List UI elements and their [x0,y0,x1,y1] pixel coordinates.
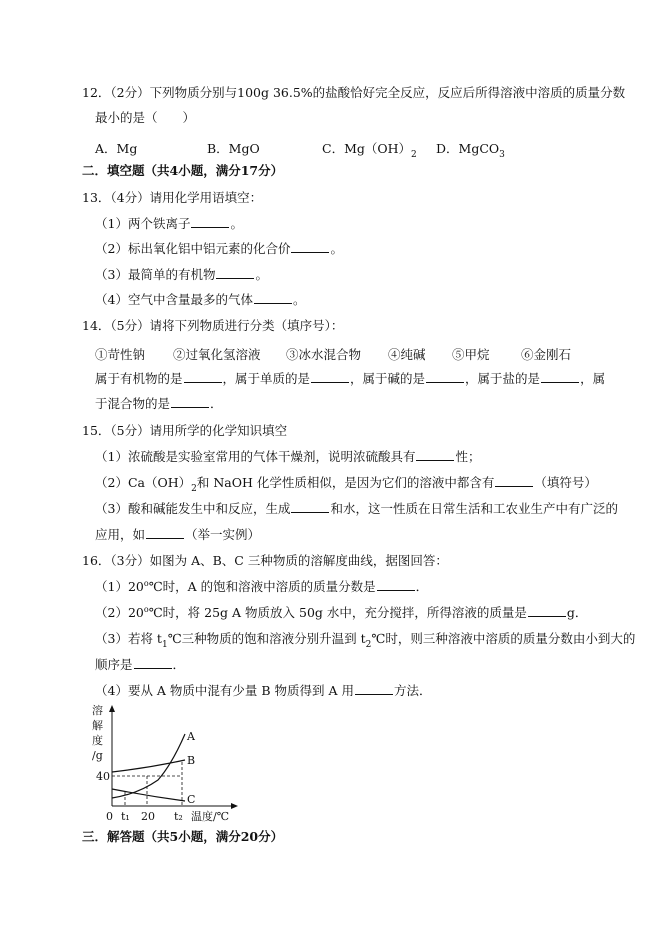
q13-blank4[interactable] [254,292,292,304]
solubility-chart [88,702,248,827]
q16-item3-text-b: ℃三种物质的饱和溶液分别升温到 t [167,631,366,646]
q12-option-b[interactable]: B．MgO [207,141,260,156]
q16-item2-end: g． [566,605,588,620]
q12-option-c-text: C．Mg（OH） [322,141,412,156]
q15-item3-text-c: 应用，如 [95,527,146,542]
q15-item2-text-a: （2）Ca（OH） [95,475,192,490]
q14-tail: ，属 [580,371,606,386]
q16-blank2[interactable] [528,605,566,617]
q16-item3-text-c: ℃时，则三种溶液中溶质的质量分数由小到大的 [371,631,636,646]
q15-blank3[interactable] [291,501,329,513]
chart-ytick-40: 40 [96,770,110,783]
q14-line2-end: ． [210,396,223,411]
q13-item1 [95,216,243,232]
q13-item3-end: 。 [255,267,268,282]
q12-line1 [82,85,625,101]
q15-item2-text-c: （填符号） [534,475,597,490]
q16-item2-text-a: （2）20 [95,605,144,620]
q16-item2 [95,605,587,623]
q16-blank1[interactable] [377,579,415,591]
q16-score: （3分） [110,553,150,568]
q14-mixture-label: 于混合物的是 [95,396,171,411]
q14-element-label: ，属于单质的是 [222,371,311,386]
q15-blank1[interactable] [416,449,454,461]
q12-option-c-sub: 2 [411,150,417,160]
q14-material-4: ④纯碱 [388,347,426,362]
chart-legend-a: A [187,730,195,743]
q15-item1 [95,449,480,465]
q15-score: （5分） [110,423,150,438]
q13-item2-text: （2）标出氧化铝中铝元素的化合价 [95,241,291,256]
chart-legend-c: C [187,793,196,806]
q13-blank2[interactable] [291,241,329,253]
q12-stem-a: 下列物质分别与 [149,85,238,100]
q15-blank4[interactable] [146,527,184,539]
q15-blank2[interactable] [495,475,533,487]
q12-stem-b: 100g 36.5% [237,85,313,100]
q16-item4-text-b: 方法． [394,683,432,698]
q16-item3-end: ． [172,657,186,672]
chart-xtick-t2: t₂ [174,810,183,823]
chart-x-arrow [231,803,238,809]
q13-item4-text: （4）空气中含量最多的气体 [95,292,253,307]
q13-item3-text: （3）最简单的有机物 [95,267,216,282]
q14-score: （5分） [110,318,150,333]
q13-blank1[interactable] [191,216,229,228]
q16-item3-text-a: （3）若将 t [95,631,162,646]
q16-stem [82,553,448,569]
chart-y-arrow [109,705,115,712]
q16-stem-text: 如图为 A、B、C 三种物质的溶解度曲线，据图回答： [149,553,448,568]
q16-item3 [95,631,635,649]
section2-title: 二．填空题（共4小题，满分17分） [82,163,284,178]
q14-material-5: ⑤甲烷 [452,347,490,362]
q13-item2 [95,241,343,257]
chart-curve-b [112,760,185,772]
q12-number: 12． [82,85,111,100]
q15-item1-end: 性； [455,449,481,464]
q14-blank-salt[interactable] [541,371,579,383]
q15-item2 [95,475,597,493]
q13-score: （4分） [110,190,150,205]
q16-item3-sub1: 1 [161,640,168,650]
q16-item1-degree: o [143,579,149,588]
q14-material-3: ③冰水混合物 [286,347,362,362]
q13-item4-end: 。 [292,292,306,307]
q16-item3-text-d: 顺序是 [95,657,133,672]
q16-number: 16． [82,553,111,568]
q16-blank4[interactable] [355,683,393,695]
q15-item1-text: （1）浓硫酸是实验室常用的气体干燥剂，说明浓硫酸具有 [95,449,416,464]
chart-xtick-0: 0 [106,810,113,823]
q13-stem [82,190,262,206]
q16-blank3[interactable] [134,657,172,669]
q14-organic-label: 属于有机物的是 [95,371,183,386]
q15-number: 15． [82,423,111,438]
q13-item3 [95,267,268,283]
chart-curve-a [112,734,185,798]
q16-item1-text-a: （1）20 [95,579,144,594]
q15-stem-text: 请用所学的化学知识填空 [149,423,288,438]
q14-material-2: ②过氧化氢溶液 [173,347,261,362]
q16-item1-end: ． [415,579,429,594]
q16-item2-text-b: ℃时，将 25g A 物质放入 50g 水中，充分搅拌，所得溶液的质量是 [148,605,527,620]
q15-item3-text-b: 和水，这一性质在日常生活和工农业生产中有广泛的 [330,501,618,516]
q13-item2-end: 。 [330,241,343,256]
q16-item1-text-b: ℃时，A 的饱和溶液中溶质的质量分数是 [148,579,376,594]
q14-stem [82,318,343,334]
chart-ylabel-2: 解 [92,719,103,732]
q14-material-1: ①苛性钠 [95,347,146,362]
q13-number: 13． [82,190,111,205]
q12-option-d[interactable] [436,139,505,160]
chart-ylabel-4: /g [92,749,103,762]
chart-xtick-t1: t₁ [121,810,130,823]
q12-stem-c: 的盐酸恰好完全反应，反应后所得溶液中溶质的质量分数 [312,85,626,100]
q14-stem-text: 请将下列物质进行分类（填序号）： [149,318,344,333]
q16-item2-degree: o [143,605,149,614]
chart-xtick-20: 20 [141,810,155,823]
q15-item2-sub: 2 [191,484,197,494]
q15-stem [82,423,287,439]
q14-line1 [95,371,605,387]
q14-line2 [95,396,223,412]
q13-stem-text: 请用化学用语填空： [149,190,263,205]
q16-item4-text-a: （4）要从 A 物质中混有少量 B 物质得到 A 用 [95,683,355,698]
q16-item4 [95,683,432,699]
q14-blank-base[interactable] [426,371,464,383]
q13-item1-text: （1）两个铁离子 [95,216,191,231]
q15-item3-text-a: （3）酸和碱能发生中和反应，生成 [95,501,291,516]
chart-legend-b: B [187,754,196,767]
q15-item3 [95,501,618,517]
q12-option-d-text: D．MgCO [436,141,500,156]
q14-blank-mixture[interactable] [171,396,209,408]
q15-item3-cont [95,527,260,543]
q16-item3-sub2: 2 [365,640,372,650]
q14-salt-label: ，属于盐的是 [465,371,541,386]
q14-material-6: ⑥金刚石 [521,347,572,362]
q12-option-a[interactable]: A．Mg [95,141,138,156]
q14-blank-organic[interactable] [184,371,222,383]
chart-ylabel-1: 溶 [92,704,103,717]
q15-item2-text-b: 和 NaOH 化学性质相似，是因为它们的溶液中都含有 [196,475,495,490]
section3-title: 三．解答题（共5小题，满分20分） [82,829,284,844]
q14-base-label: ，属于碱的是 [350,371,426,386]
q12-score: （2分） [110,85,150,100]
chart-ylabel-3: 度 [92,734,103,747]
q13-item4 [95,292,305,308]
q14-number: 14． [82,318,111,333]
q16-item3-cont [95,657,185,673]
q12-option-d-sub: 3 [499,150,505,160]
q12-option-c[interactable] [322,139,417,160]
chart-xlabel: 温度/℃ [191,810,230,823]
q16-item1 [95,579,428,597]
q14-blank-element[interactable] [311,371,349,383]
q15-item3-text-d: （举一实例） [185,527,261,542]
q13-blank3[interactable] [216,267,254,279]
q13-item1-end: 。 [230,216,243,231]
chart-curve-c [112,789,185,801]
q12-stem2: 最小的是（ ） [95,110,196,125]
